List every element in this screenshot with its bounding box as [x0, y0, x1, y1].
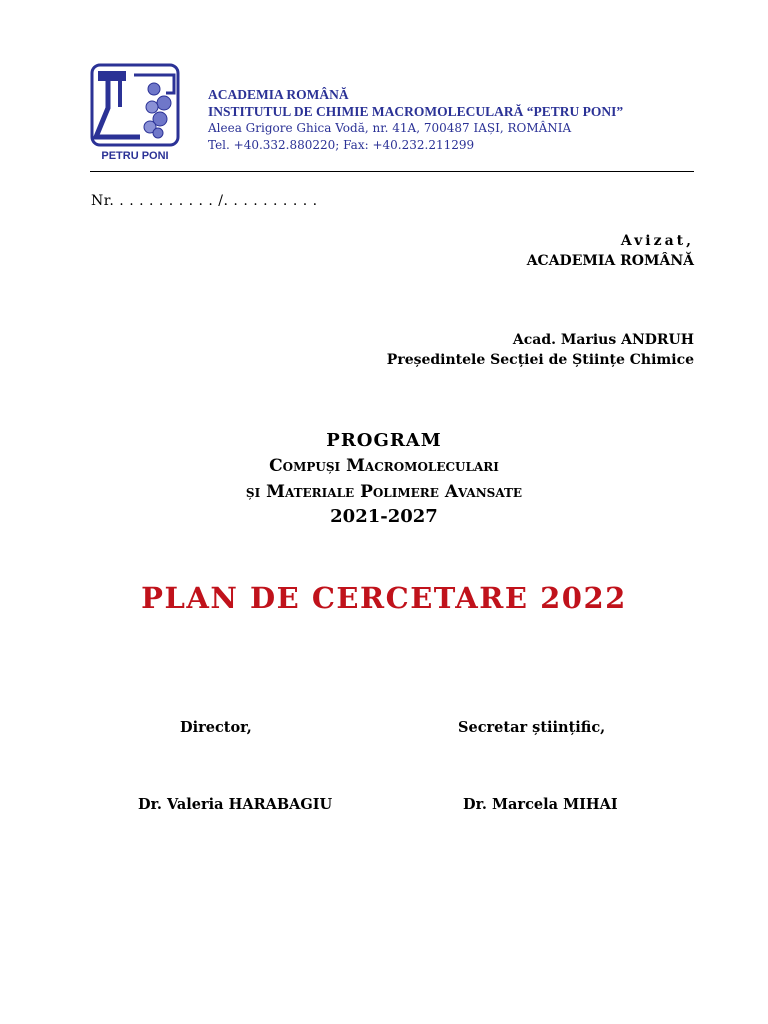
header-divider: [90, 171, 694, 172]
flask-logo-icon: [90, 63, 180, 163]
logo-text: PETRU PONI: [101, 150, 169, 162]
institution-line-2: INSTITUTUL DE CHIMIE MACROMOLECULARĂ “PETRU PONI”: [208, 104, 624, 119]
director-name: Dr. Valeria HARABAGIU: [138, 796, 333, 813]
program-years: 2021-2027: [330, 506, 438, 527]
approval-label: Avizat,: [620, 233, 694, 249]
approver-role: Președintele Secției de Științe Chimice: [386, 352, 694, 368]
institution-line-1: ACADEMIA ROMÂNĂ: [208, 87, 349, 102]
registration-number: Nr. . . . . . . . . . . /. . . . . . . . . .: [91, 193, 318, 209]
secretary-title: Secretar științific,: [458, 719, 606, 736]
address-line: Aleea Grigore Ghica Vodă, nr. 41A, 700487 IAȘI, ROMÂNIA: [208, 121, 572, 135]
secretary-name: Dr. Marcela MIHAI: [463, 796, 618, 813]
plan-title: PLAN DE CERCETARE 2022: [141, 581, 627, 615]
program-name-line-1: Compuși Macromoleculari: [269, 456, 499, 476]
institute-logo: [90, 63, 180, 163]
letterhead: [208, 86, 623, 154]
program-label: PROGRAM: [326, 430, 442, 451]
program-name-line-2: și Materiale Polimere Avansate: [245, 482, 523, 502]
contact-line: Tel. +40.332.880220; Fax: +40.232.211299: [208, 138, 475, 152]
approver-name: Acad. Marius ANDRUH: [512, 332, 694, 348]
approval-body: ACADEMIA ROMÂNĂ: [526, 253, 694, 269]
director-title: Director,: [180, 719, 252, 736]
